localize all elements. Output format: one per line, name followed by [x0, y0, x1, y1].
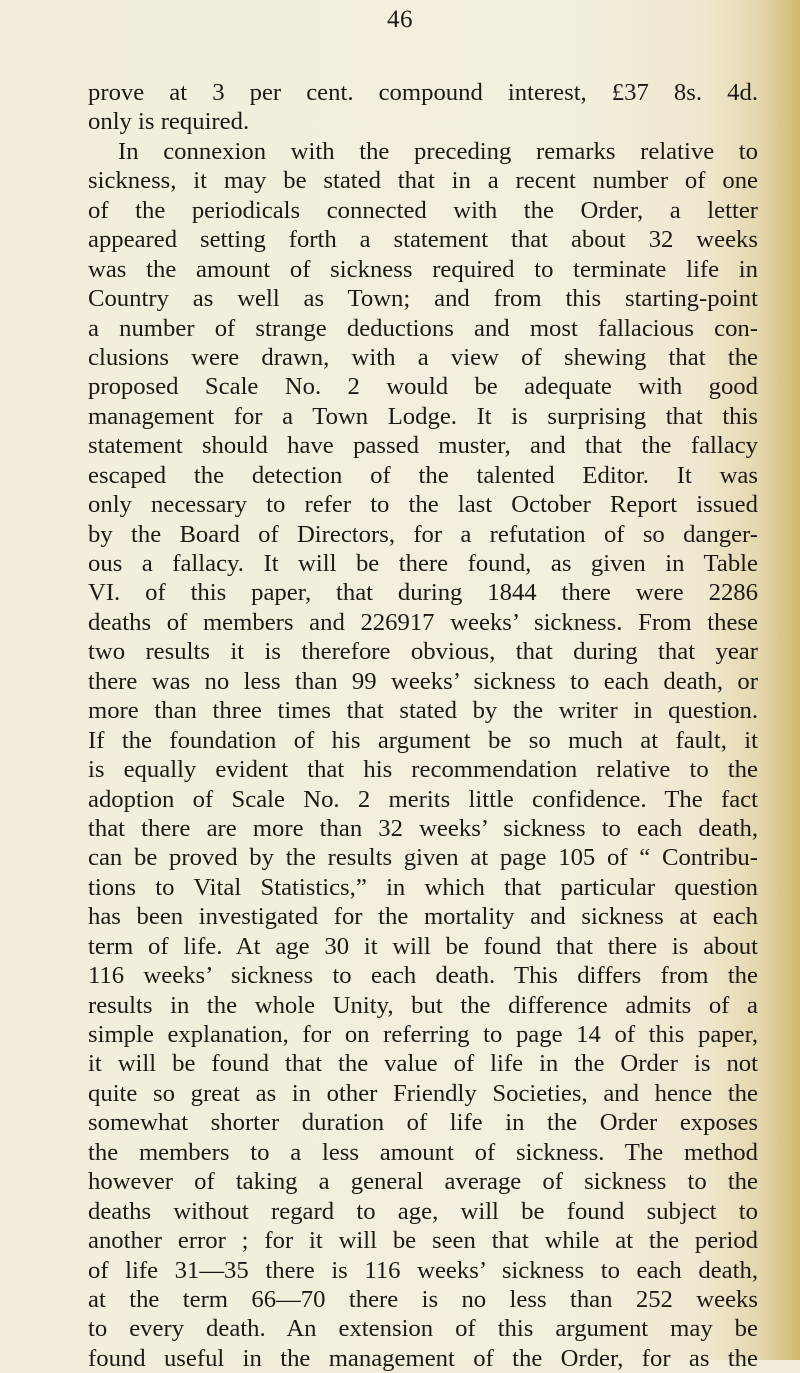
text-line: If the foundation of his argument be so much at fault, it: [88, 726, 758, 754]
text-line: only is required.: [88, 108, 250, 136]
text-line: at the term 66—70 there is no less than 252 weeks: [88, 1285, 758, 1313]
text-line: term of life. At age 30 it will be found that there is about: [88, 932, 758, 960]
text-line: clusions were drawn, with a view of shewing that the: [88, 343, 758, 371]
body-text: [88, 78, 758, 1373]
text-line: another error ; for it will be seen that while at the period: [88, 1227, 758, 1255]
text-line: was the amount of sickness required to terminate life in: [88, 255, 758, 283]
text-line: Country as well as Town; and from this starting-point: [88, 285, 758, 313]
text-line: results in the whole Unity, but the difference admits of a: [88, 991, 758, 1019]
text-line: simple explanation, for on referring to page 14 of this paper,: [88, 1021, 758, 1048]
text-line: there was no less than 99 weeks’ sickness to each death, or: [88, 667, 758, 695]
text-line: statement should have passed muster, and that the fallacy: [88, 432, 758, 460]
text-line: found useful in the management of the Order, for as the: [88, 1344, 758, 1372]
text-line: In connexion with the preceding remarks relative to: [118, 137, 758, 165]
text-line: the members to a less amount of sickness. The method: [88, 1138, 758, 1166]
text-line: by the Board of Directors, for a refutation of so danger-: [88, 520, 758, 548]
text-line: adoption of Scale No. 2 merits little confidence. The fact: [88, 785, 758, 813]
text-line: can be proved by the results given at page 105 of “ Contribu-: [88, 844, 758, 872]
text-line: that there are more than 32 weeks’ sickness to each death,: [88, 814, 758, 842]
text-line: deaths without regard to age, will be found subject to: [88, 1197, 758, 1225]
text-line: appeared setting forth a statement that about 32 weeks: [88, 226, 758, 254]
text-line: more than three times that stated by the writer in question.: [88, 697, 758, 725]
text-line: is equally evident that his recommendation relative to the: [88, 756, 758, 784]
text-line: escaped the detection of the talented Editor. It was: [88, 461, 758, 489]
text-line: management for a Town Lodge. It is surprising that this: [88, 402, 758, 430]
text-line: it will be found that the value of life in the Order is not: [88, 1050, 758, 1078]
text-line: 116 weeks’ sickness to each death. This differs from the: [88, 962, 758, 990]
text-line: has been investigated for the mortality and sickness at each: [88, 903, 758, 931]
text-line: proposed Scale No. 2 would be adequate with good: [88, 373, 758, 401]
text-line: sickness, it may be stated that in a recent number of one: [88, 167, 758, 195]
text-line: of the periodicals connected with the Order, a letter: [88, 196, 758, 224]
text-line: somewhat shorter duration of life in the Order exposes: [88, 1109, 758, 1137]
text-line: of life 31—35 there is 116 weeks’ sickness to each death,: [88, 1256, 758, 1284]
text-line: however of taking a general average of sickness to the: [88, 1168, 758, 1196]
text-line: VI. of this paper, that during 1844 there were 2286: [88, 579, 758, 607]
text-line: prove at 3 per cent. compound interest, £37 8s. 4d.: [88, 79, 758, 106]
text-line: only necessary to refer to the last October Report issued: [88, 491, 758, 519]
page-edge-shading: [762, 0, 800, 1360]
page-number: 46: [387, 6, 413, 33]
text-line: quite so great as in other Friendly Societies, and hence the: [88, 1079, 758, 1107]
text-line: to every death. An extension of this argument may be: [88, 1315, 758, 1343]
text-line: a number of strange deductions and most fallacious con-: [88, 314, 758, 342]
text-line: tions to Vital Statistics,” in which that particular question: [88, 873, 758, 901]
text-line: ous a fallacy. It will be there found, as given in Table: [88, 550, 758, 577]
text-line: two results it is therefore obvious, that during that year: [88, 638, 758, 666]
text-line: deaths of members and 226917 weeks’ sickness. From these: [88, 608, 758, 636]
